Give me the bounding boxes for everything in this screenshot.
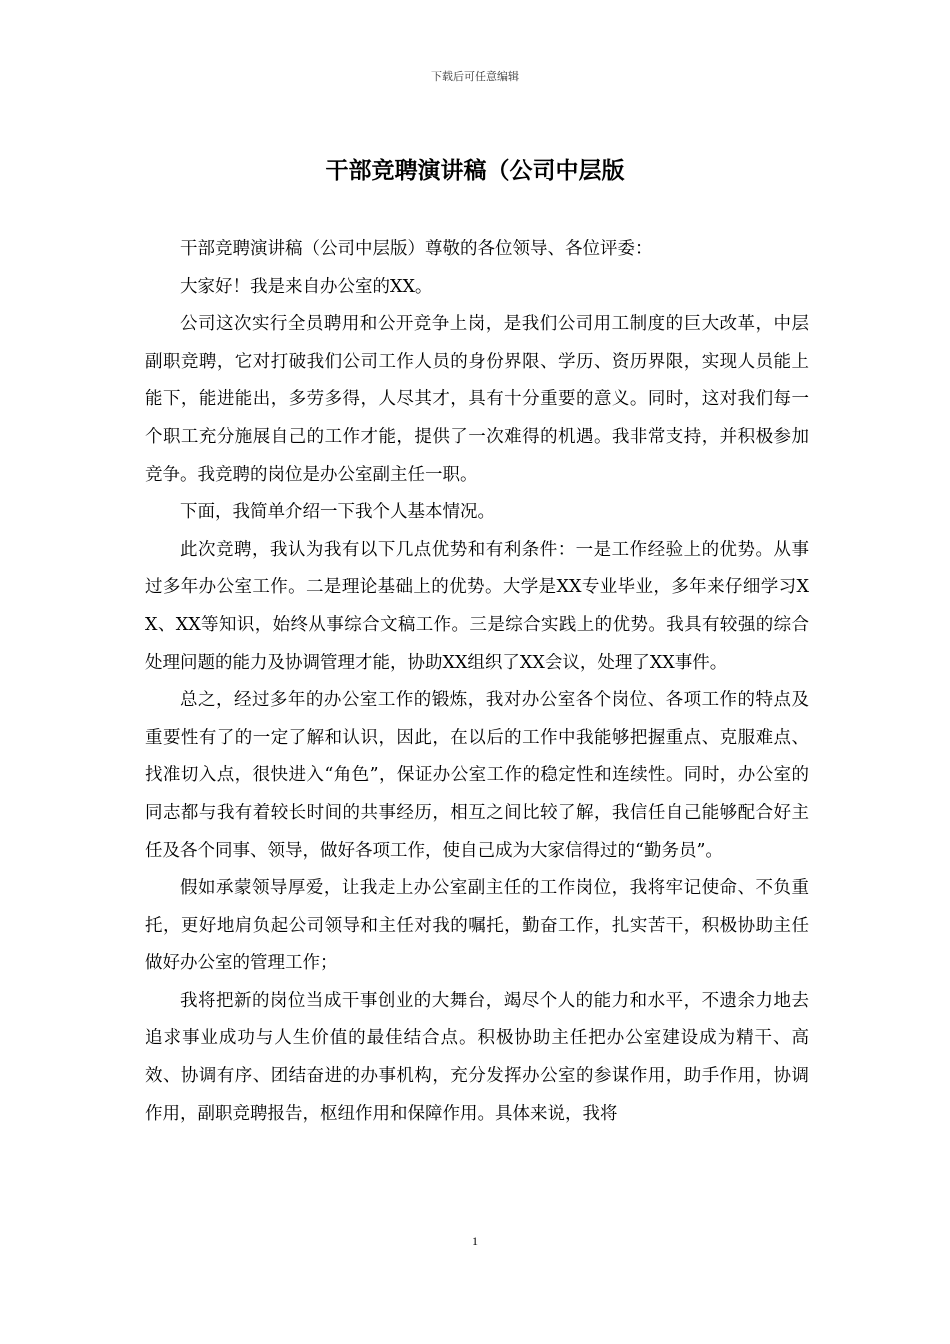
document-body xyxy=(145,231,809,1133)
page-number: 1 xyxy=(472,1234,478,1248)
paragraph-commitment: 假如承蒙领导厚爱，让我走上办公室副主任的工作岗位，我将牢记使命、不负重托，更好地肩负起公司领导和主任对我的嘱托，勤奋工作，扎实苦干，积极协助主任做好办公室的管理工作； xyxy=(145,878,809,974)
page-header: 下载后可任意编辑 xyxy=(431,70,519,83)
paragraph-summary: 总之，经过多年的办公室工作的锻炼，我对办公室各个岗位、各项工作的特点及重要性有了的一定了解和认识，因此，在以后的工作中我能够把握重点、克服难点、找准切入点，很快进入“角色”，保证办公室工作的稳定性和连续性。同时，办公室的同志都与我有着较长时间的共事经历，相互之间比较了解，我信任自己能够配合好主任及各个同事、领导，做好各项工作，使自己成为大家信得过的“勤务员”。 xyxy=(145,690,809,861)
document-title: 干部竞聘演讲稿（公司中层版 xyxy=(325,158,625,184)
paragraph-plan: 我将把新的岗位当成干事创业的大舞台，竭尽个人的能力和水平，不遗余力地去追求事业成功与人生价值的最佳结合点。积极协助主任把办公室建设成为精干、高效、协调有序、团结奋进的办事机构，充分发挥办公室的参谋作用，助手作用，协调作用，副职竞聘报告，枢纽作用和保障作用。具体来说，我将 xyxy=(145,990,809,1124)
paragraph-advantages: 此次竞聘，我认为我有以下几点优势和有利条件：一是工作经验上的优势。从事过多年办公室工作。二是理论基础上的优势。大学是XX专业毕业，多年来仔细学习XX、XX等知识，始终从事综合文稿工作。三是综合实践上的优势。我具有较强的综合处理问题的能力及协调管理才能，协助XX组织了XX会议，处理了XX事件。 xyxy=(145,539,809,673)
paragraph-personal-intro: 下面，我简单介绍一下我个人基本情况。 xyxy=(180,502,495,523)
paragraph-reform: 公司这次实行全员聘用和公开竞争上岗，是我们公司用工制度的巨大改革，中层副职竞聘，它对打破我们公司工作人员的身份界限、学历、资历界限，实现人员能上能下，能进能出，多劳多得，人尽其才，具有十分重要的意义。同时，这对我们每一个职工充分施展自己的工作才能，提供了一次难得的机遇。我非常支持，并积极参加竞争。我竞聘的岗位是办公室副主任一职。 xyxy=(145,314,809,485)
paragraph-greeting: 干部竞聘演讲稿（公司中层版）尊敬的各位领导、各位评委： xyxy=(180,239,653,259)
paragraph-intro: 大家好！我是来自办公室的XX。 xyxy=(180,276,433,297)
